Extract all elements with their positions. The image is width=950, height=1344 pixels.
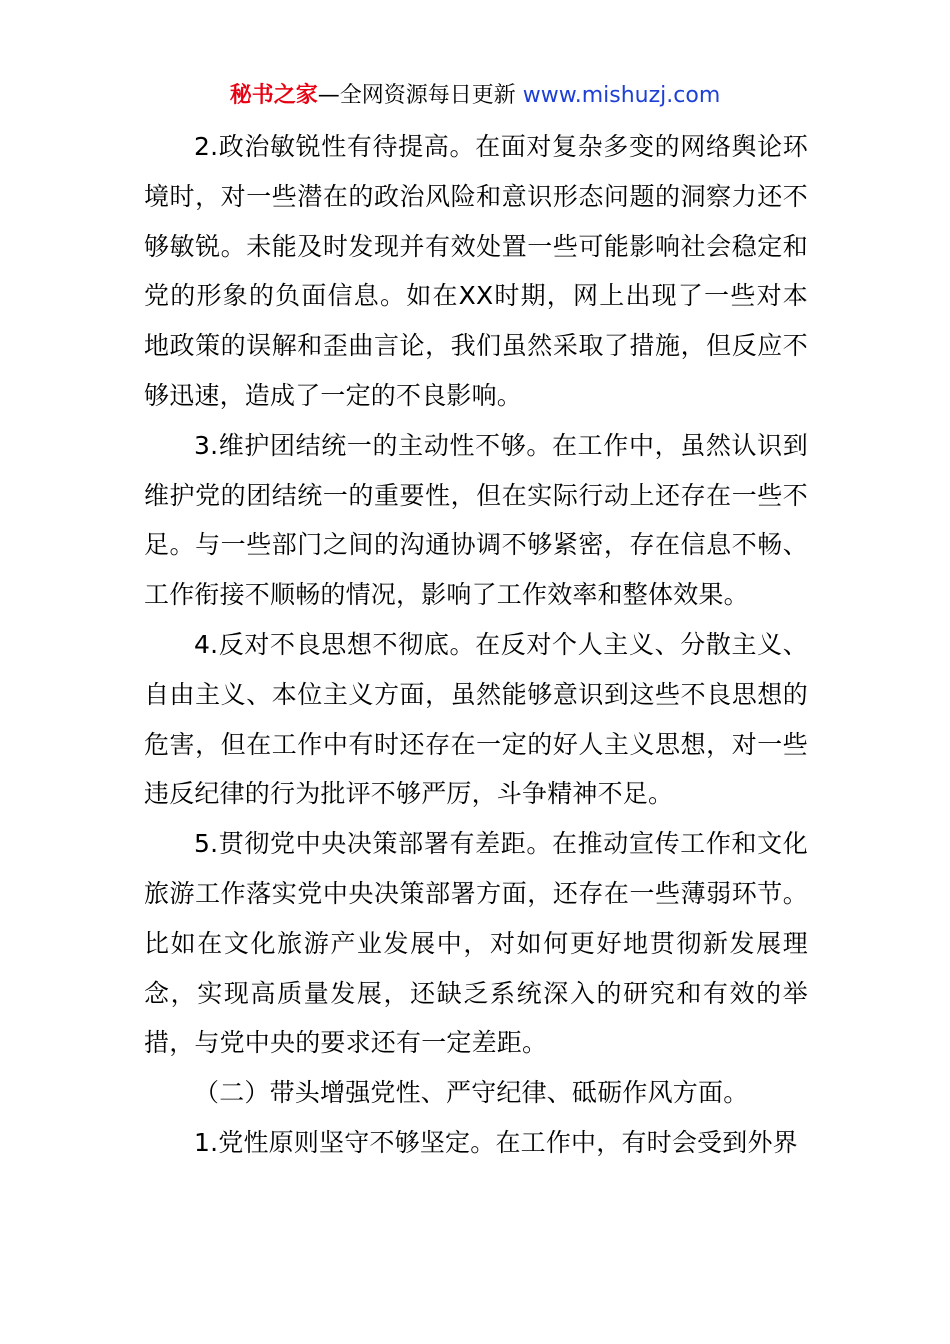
paragraph-unity: 3.维护团结统一的主动性不够。在工作中，虽然认识到维护党的团结统一的重要性，但在实际行动上还存在一些不足。与一些部门之间的沟通协调不够紧密，存在信息不畅、工作衔接不顺畅的情况，影响了工作效率和整体效果。 bbox=[144, 430, 808, 610]
header-tagline: —全网资源每日更新 bbox=[317, 83, 523, 108]
paragraph-central-decisions: 5.贯彻党中央决策部署有差距。在推动宣传工作和文化旅游工作落实党中央决策部署方面，还存在一些薄弱环节。比如在文化旅游产业发展中，对如何更好地贯彻新发展理念，实现高质量发展，还缺乏系统深入的研究和有效的举措，与党中央的要求还有一定差距。 bbox=[144, 829, 808, 1058]
paragraph-party-principle: 1.党性原则坚守不够坚定。在工作中，有时会受到外界 bbox=[194, 1127, 798, 1157]
paragraph-bad-thoughts: 4.反对不良思想不彻底。在反对个人主义、分散主义、自由主义、本位主义方面，虽然能够意识到这些不良思想的危害，但在工作中有时还存在一定的好人主义思想，对一些违反纪律的行为批评不够严厉，斗争精神不足。 bbox=[144, 629, 808, 809]
section-heading-two: （二）带头增强党性、严守纪律、砥砺作风方面。 bbox=[194, 1078, 749, 1108]
paragraph-political-sensitivity: 2.政治敏锐性有待提高。在面对复杂多变的网络舆论环境时，对一些潜在的政治风险和意识形态问题的洞察力还不够敏锐。未能及时发现并有效处置一些可能影响社会稳定和党的形象的负面信息。如在XX时期，网上出现了一些对本地政策的误解和歪曲言论，我们虽然采取了措施，但反应不够迅速，造成了一定的不良影响。 bbox=[144, 132, 808, 410]
site-url[interactable]: www.mishuzj.com bbox=[522, 83, 721, 108]
document-body bbox=[144, 122, 808, 1168]
brand-name: 秘书之家 bbox=[229, 83, 318, 108]
site-header bbox=[0, 80, 950, 112]
